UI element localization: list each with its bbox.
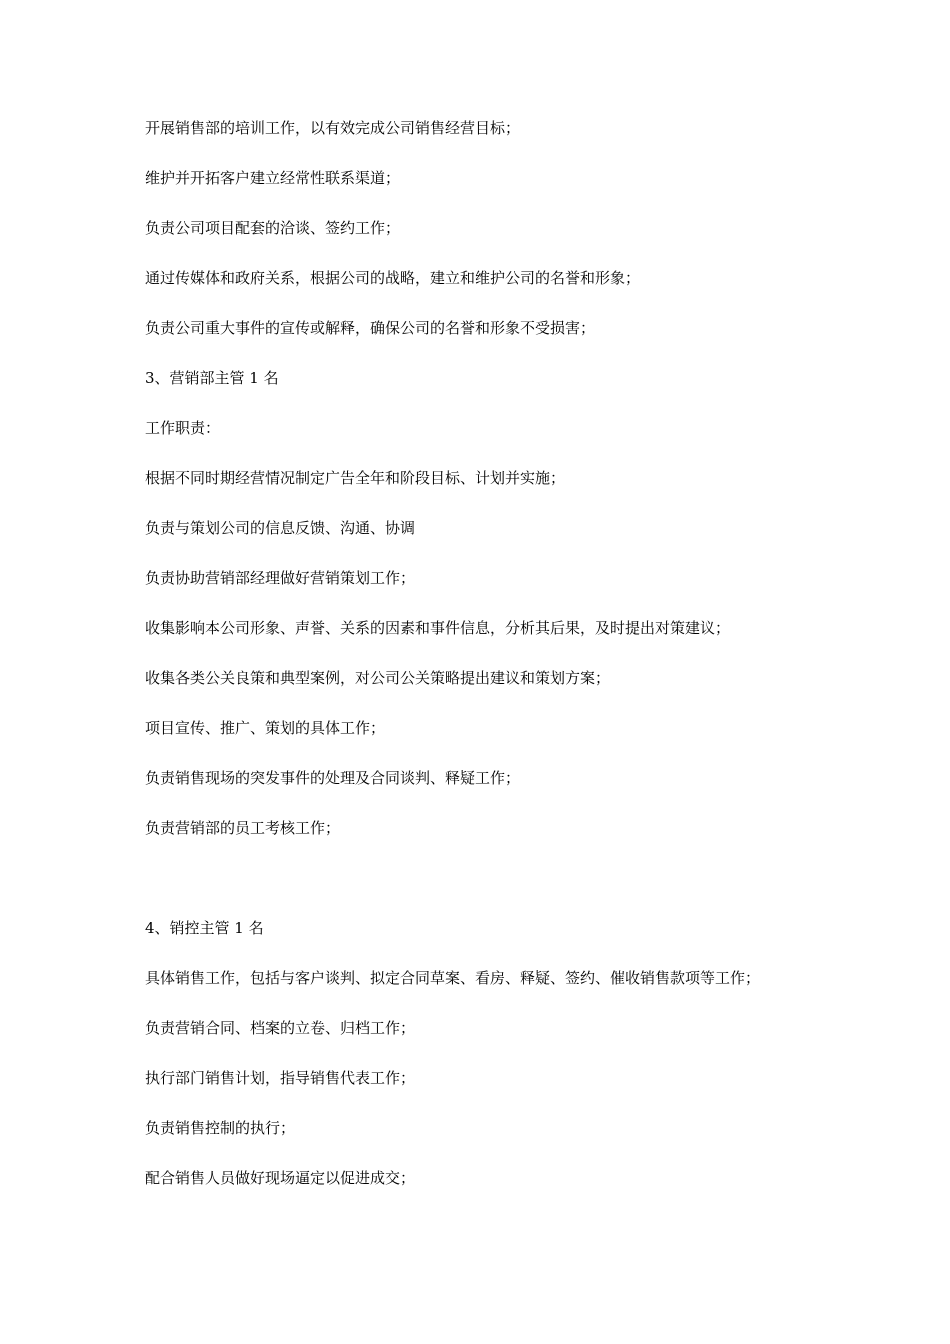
text-line-training: 开展销售部的培训工作，以有效完成公司销售经营目标；	[145, 119, 521, 137]
section-heading-sales-control-supervisor: 4、销控主管 1 名	[145, 919, 264, 937]
text-line-feedback: 负责与策划公司的信息反馈、沟通、协调	[145, 519, 416, 537]
text-line-major-events: 负责公司重大事件的宣传或解释，确保公司的名誉和形象不受损害；	[145, 319, 596, 337]
text-line-promotion: 项目宣传、推广、策划的具体工作；	[145, 719, 386, 737]
section-heading-marketing-supervisor: 3、营销部主管 1 名	[145, 369, 279, 387]
text-line-sales-work: 具体销售工作，包括与客户谈判、拟定合同草案、看房、释疑、签约、催收销售款项等工作；	[145, 969, 761, 987]
text-line-sales-control: 负责销售控制的执行；	[145, 1119, 296, 1137]
text-line-pr-cases: 收集各类公关良策和典型案例，对公司公关策略提出建议和策划方案；	[145, 669, 611, 687]
text-line-closing-deals: 配合销售人员做好现场逼定以促进成交；	[145, 1169, 416, 1187]
text-line-advertising-goals: 根据不同时期经营情况制定广告全年和阶段目标、计划并实施；	[145, 469, 566, 487]
text-line-negotiation: 负责公司项目配套的洽谈、签约工作；	[145, 219, 401, 237]
text-line-sales-plan: 执行部门销售计划，指导销售代表工作；	[145, 1069, 416, 1087]
text-line-client-channels: 维护并开拓客户建立经常性联系渠道；	[145, 169, 401, 187]
text-line-contracts-archive: 负责营销合同、档案的立卷、归档工作；	[145, 1019, 416, 1037]
subheading-job-duties: 工作职责：	[145, 419, 221, 437]
text-line-collect-info: 收集影响本公司形象、声誉、关系的因素和事件信息，分析其后果，及时提出对策建议；	[145, 619, 731, 637]
text-line-media-relations: 通过传媒体和政府关系，根据公司的战略，建立和维护公司的名誉和形象；	[145, 269, 641, 287]
text-line-staff-assessment: 负责营销部的员工考核工作；	[145, 819, 341, 837]
text-line-assist-manager: 负责协助营销部经理做好营销策划工作；	[145, 569, 416, 587]
text-line-emergencies: 负责销售现场的突发事件的处理及合同谈判、释疑工作；	[145, 769, 521, 787]
